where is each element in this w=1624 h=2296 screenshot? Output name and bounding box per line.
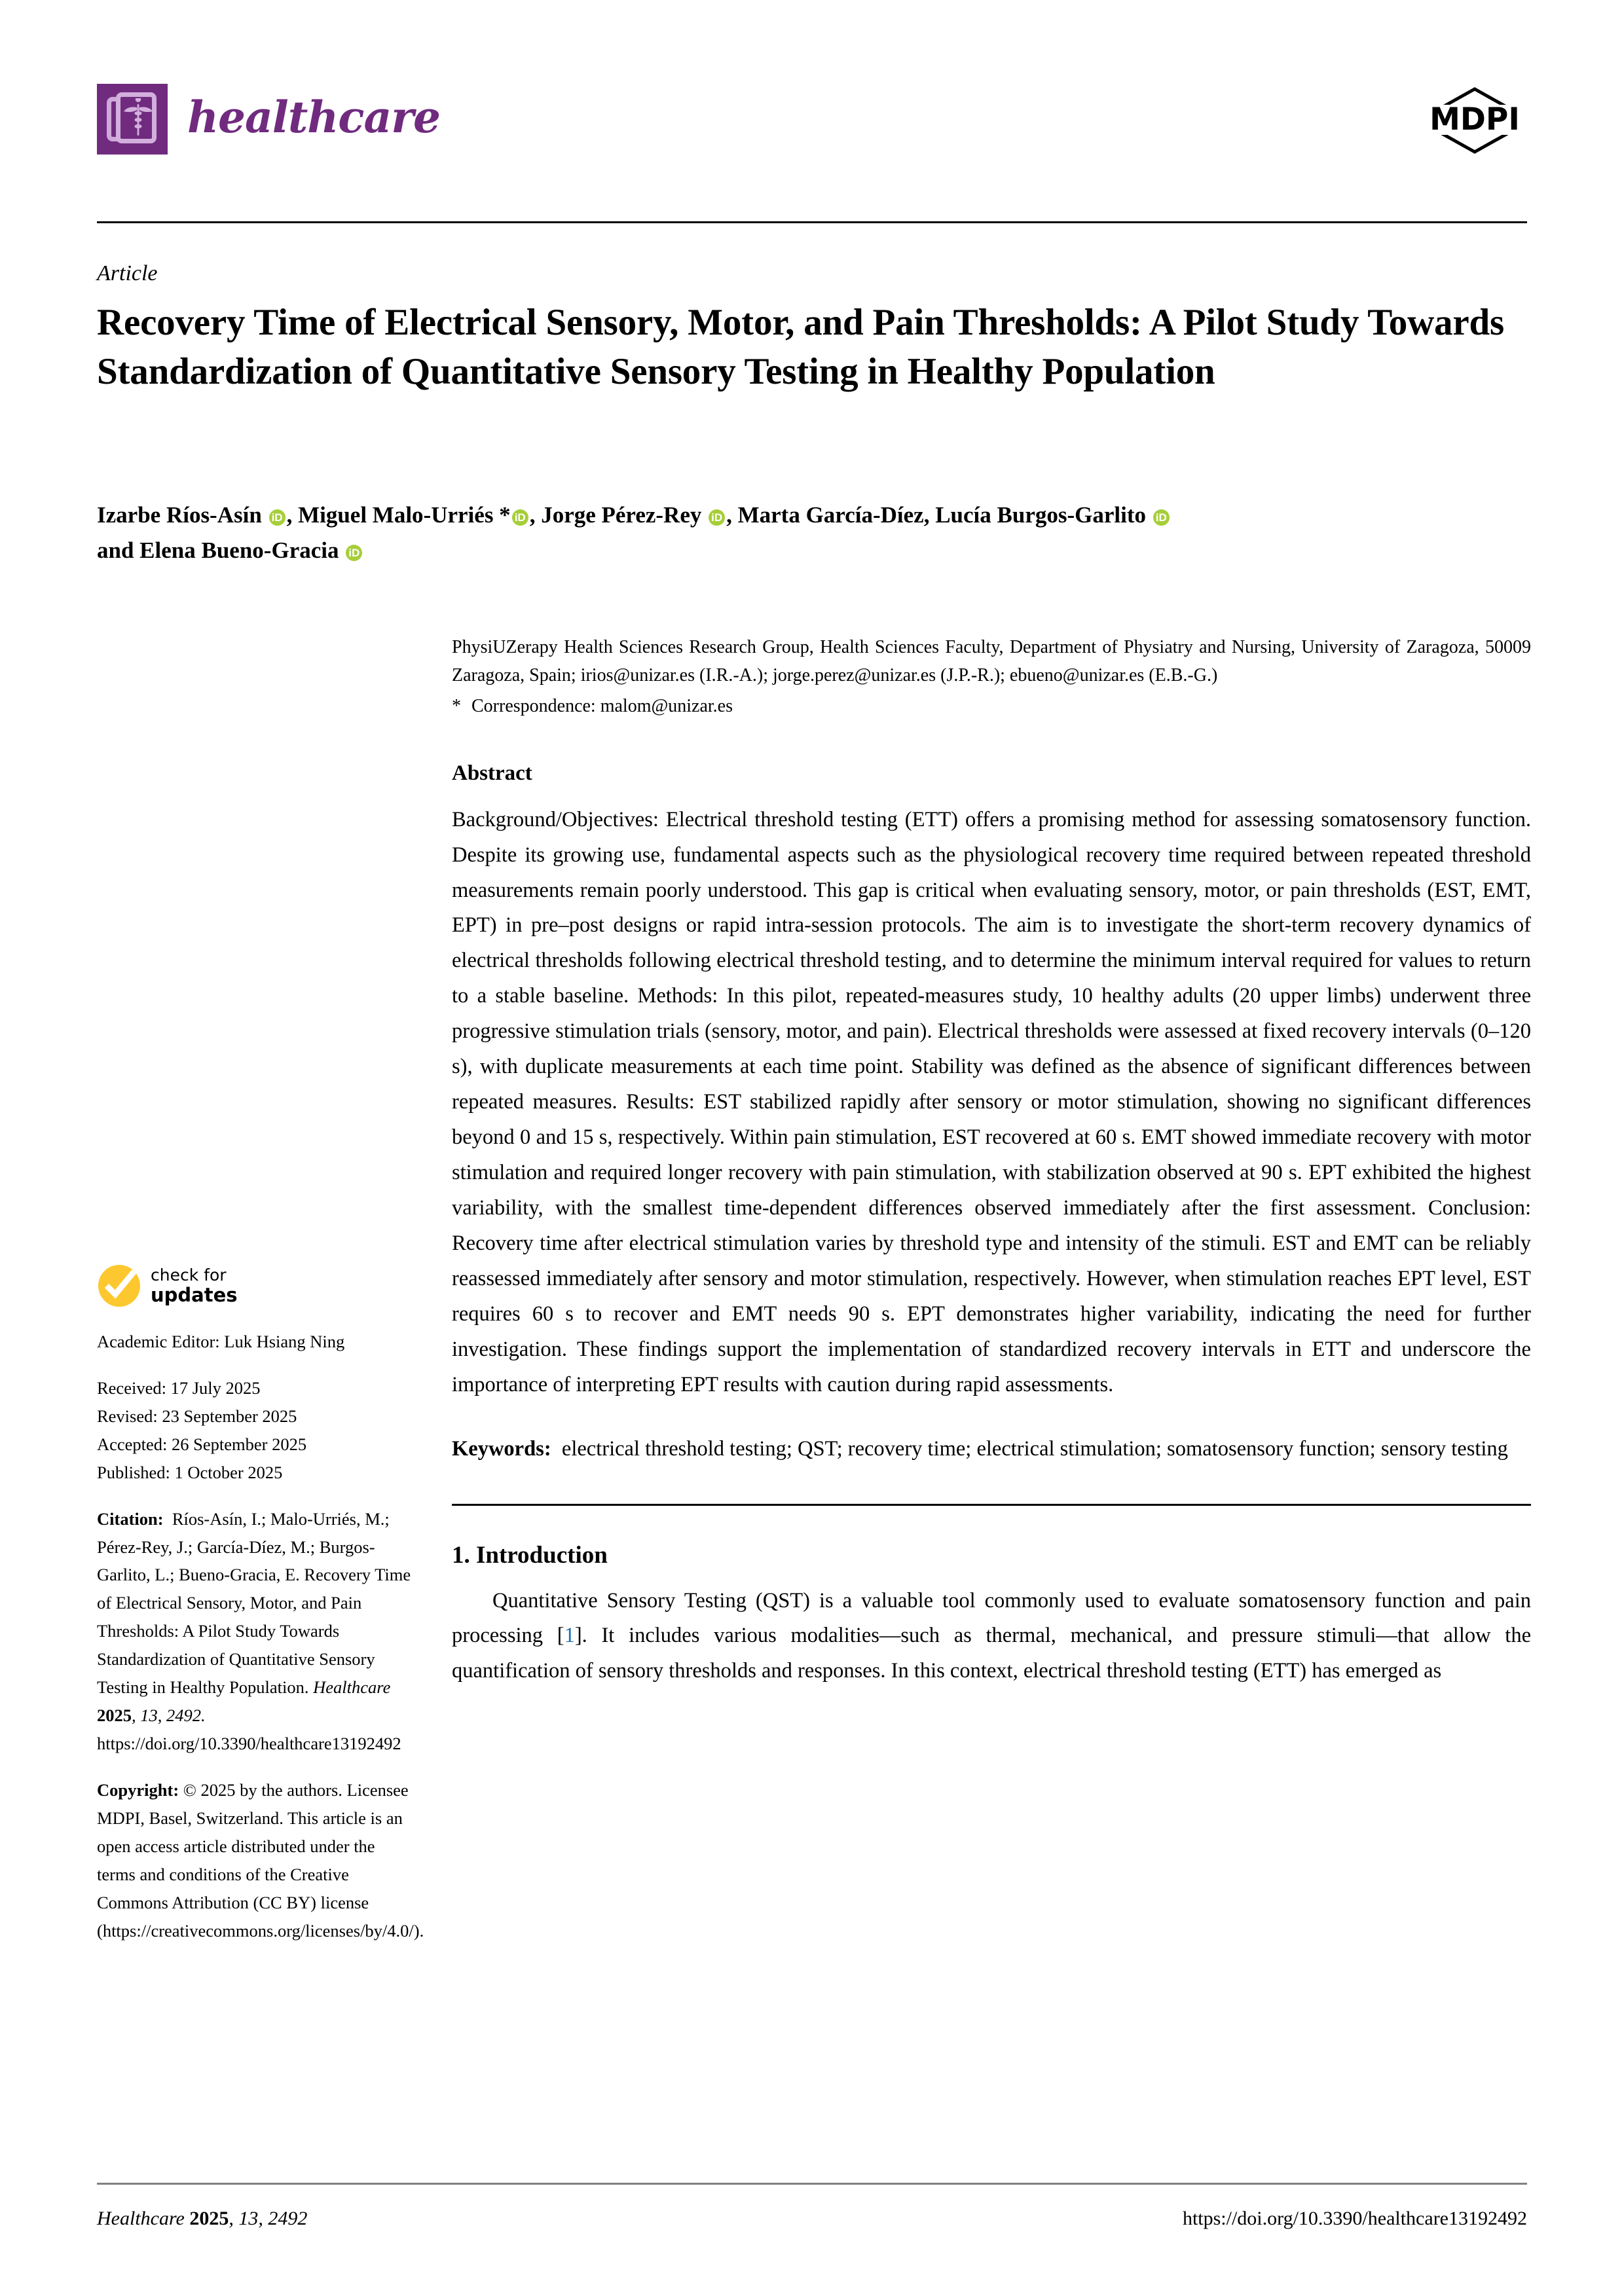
orcid-icon[interactable]: iD — [709, 509, 725, 526]
orcid-icon[interactable]: iD — [1153, 509, 1170, 526]
mdpi-logo-icon — [1422, 80, 1527, 158]
copyright-block — [97, 1776, 424, 1945]
footer-doi-link[interactable]: https://doi.org/10.3390/healthcare13192492 — [1182, 2208, 1527, 2229]
orcid-icon[interactable]: iD — [346, 545, 362, 561]
correspondence-marker: * — [452, 696, 461, 717]
author-2: , Miguel Malo-Urriés * — [286, 502, 511, 528]
abstract-heading: Abstract — [452, 761, 532, 785]
article-type-label: Article — [97, 261, 158, 285]
publication-dates — [97, 1374, 418, 1487]
copyright-label: Copyright: — [97, 1779, 179, 1800]
header-divider — [97, 221, 1527, 223]
check-updates-label — [151, 1266, 238, 1307]
orcid-icon[interactable]: iD — [512, 509, 528, 526]
footer-journal: Healthcare — [97, 2208, 185, 2229]
journal-title: healthcare — [187, 92, 440, 143]
orcid-icon[interactable]: iD — [269, 509, 286, 526]
intro-text-before-ref: Quantitative Sensory Testing (QST) is a valuable tool commonly used to evaluate somatosensory function and pain processing [ — [452, 1588, 1531, 1648]
intro-text-after-ref: ]. It includes various modalities—such as thermal, mechanical, and pressure stimuli—that allow the quantification of sensory thresholds and responses. In this context, electrical threshold testing (ETT) has emerged as — [452, 1624, 1532, 1683]
article-metadata-sidebar — [97, 1264, 424, 1963]
academic-editor: Academic Editor: Luk Hsiang Ning — [97, 1332, 345, 1351]
caduceus-icon — [123, 98, 153, 139]
journal-masthead — [97, 84, 440, 155]
check-updates-line1: check for — [151, 1265, 227, 1285]
citation-volume-pages: , 13, 2492. — [132, 1705, 206, 1726]
copyright-text: © 2025 by the authors. Licensee MDPI, Basel, Switzerland. This article is an open access article distributed under the terms and conditions of the Creative Commons Attribution (CC BY) license (https://creativecommons.org/licenses/by/4.0/). — [97, 1779, 424, 1941]
correspondence-line — [452, 693, 1531, 721]
author-1: Izarbe Ríos-Asín — [97, 502, 268, 528]
author-5: and Elena Bueno-Gracia — [97, 538, 345, 564]
page-footer — [97, 2208, 1527, 2230]
article-main-column — [452, 634, 1531, 1689]
reference-link-1[interactable]: 1 — [564, 1624, 575, 1648]
date-published: Published: 1 October 2025 — [97, 1462, 283, 1482]
date-revised: Revised: 23 September 2025 — [97, 1406, 297, 1426]
footer-citation — [97, 2208, 307, 2230]
introduction-paragraph — [452, 1584, 1531, 1690]
citation-journal: Healthcare — [313, 1677, 391, 1698]
correspondence-text: Correspondence: malom@unizar.es — [471, 696, 733, 717]
author-4: , Marta García-Díez, Lucía Burgos-Garlito — [726, 502, 1152, 528]
crossmark-check-for-updates[interactable] — [97, 1264, 418, 1308]
keywords-label: Keywords: — [452, 1436, 551, 1461]
keywords-block — [452, 1432, 1531, 1467]
footer-year: 2025 — [184, 2208, 229, 2229]
svg-text:MDPI: MDPI — [1430, 101, 1520, 137]
affiliation-text: PhysiUZerapy Health Sciences Research Group, Health Sciences Faculty, Department of Physiatry and Nursing, University of Zaragoza, 50009 Zaragoza, Spain; irios@unizar.es (I.R.-A.); jorge.perez@unizar.es (J.P.-R.); ebueno@unizar.es (E.B.-G.) — [452, 637, 1531, 685]
date-accepted: Accepted: 26 September 2025 — [97, 1434, 307, 1454]
citation-year: 2025 — [97, 1705, 132, 1726]
abstract-text: Background/Objectives: Electrical threshold testing (ETT) offers a promising method for assessing somatosensory function. Despite its growing use, fundamental aspects such as the physiological recovery time required between repeated threshold measurements remain poorly understood. This gap is critical when evaluating sensory, motor, or pain thresholds (EST, EMT, EPT) in pre–post designs or rapid intra-session protocols. The aim is to investigate the short-term recovery dynamics of electrical thresholds following electrical threshold testing, and to determine the minimum interval required for values to return to a stable baseline. Methods: In this pilot, repeated-measures study, 10 healthy adults (20 upper limbs) underwent three progressive stimulation trials (sensory, motor, and pain). Electrical thresholds were assessed at fixed recovery intervals (0–120 s), with duplicate measurements at each time point. Stability was defined as the absence of significant differences between repeated measures. Results: EST stabilized rapidly after sensory or motor stimulation, showing no significant differences beyond 0 and 15 s, respectively. Within pain stimulation, EST recovered at 60 s. EMT showed immediate recovery with motor stimulation and required longer recovery with pain stimulation, with stabilization observed at 90 s. EPT exhibited the highest variability, with the smallest time-dependent differences observed immediately after the first assessment. Conclusion: Recovery time after electrical stimulation varies by threshold type and intensity of the stimuli. EST and EMT can be reliably reassessed immediately after sensory and motor stimulation, respectively. However, when stimulation reaches EPT level, EST requires 60 s to recover and EMT needs 90 s. EPT demonstrates higher variability, indicating the need for further investigation. These findings support the implementation of standardized recovery intervals in ETT and underscore the importance of interpreting EPT results with caution during rapid assessments. — [452, 807, 1531, 1396]
date-received: Received: 17 July 2025 — [97, 1377, 261, 1398]
citation-label: Citation: — [97, 1508, 164, 1529]
citation-block — [97, 1505, 418, 1758]
keywords-text: electrical threshold testing; QST; recovery time; electrical stimulation; somatosensory function; sensory testing — [561, 1436, 1508, 1461]
abstract-divider — [452, 1504, 1531, 1506]
footer-divider — [97, 2183, 1527, 2185]
section-heading-introduction: 1. Introduction — [452, 1541, 608, 1569]
healthcare-logo-icon — [97, 84, 168, 155]
page-title: Recovery Time of Electrical Sensory, Motor, and Pain Thresholds: A Pilot Study Towards Standardization of Quantitative Sensory Testing in Healthy Population — [97, 302, 1504, 393]
check-updates-line2: updates — [151, 1283, 238, 1306]
footer-volume-pages: , 13, 2492 — [229, 2208, 308, 2229]
citation-doi-link[interactable]: https://doi.org/10.3390/healthcare13192492 — [97, 1733, 401, 1753]
check-circle-icon — [97, 1264, 141, 1308]
author-3: , Jorge Pérez-Rey — [529, 502, 708, 528]
citation-text: Ríos-Asín, I.; Malo-Urriés, M.; Pérez-Rey, J.; García-Díez, M.; Burgos-Garlito, L.; Bueno-Gracia, E. Recovery Time of Electrical Sensory, Motor, and Pain Thresholds: A Pilot Study Towards Standardization of Quantitative Sensory Testing in Healthy Population. — [97, 1508, 411, 1698]
author-list — [97, 498, 1531, 569]
